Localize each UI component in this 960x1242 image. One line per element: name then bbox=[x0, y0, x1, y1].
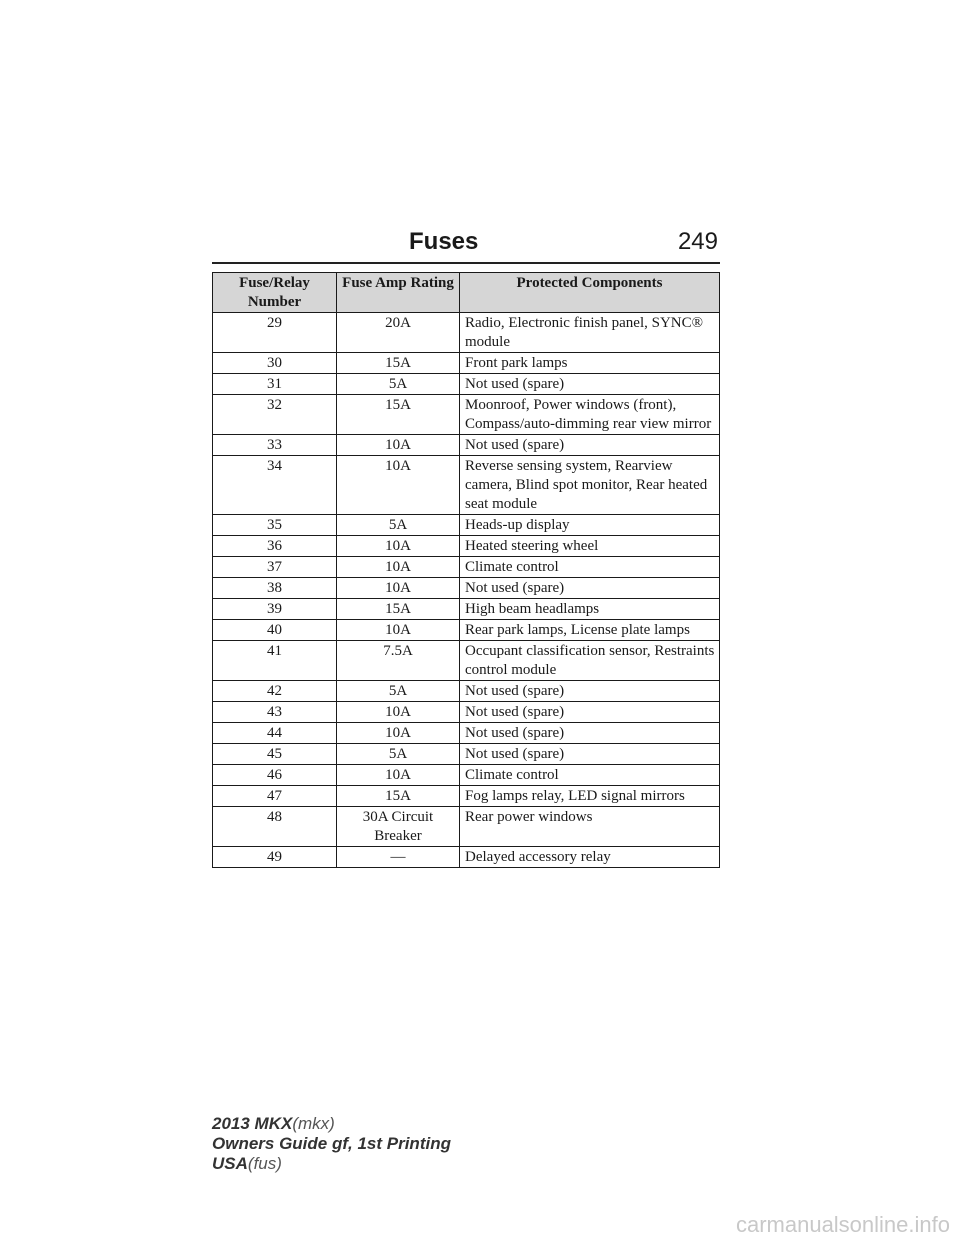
watermark: carmanualsonline.info bbox=[735, 1212, 950, 1237]
table-row bbox=[213, 599, 720, 620]
fuse-rating-cell: 10A bbox=[337, 435, 460, 456]
footer-market: USA bbox=[212, 1154, 248, 1173]
fuse-number-cell: 38 bbox=[213, 578, 337, 599]
table-row bbox=[213, 702, 720, 723]
fuse-rating-cell: 10A bbox=[337, 765, 460, 786]
protected-components-cell: High beam headlamps bbox=[460, 599, 720, 620]
fuse-rating-cell: 10A bbox=[337, 620, 460, 641]
page-number: 249 bbox=[677, 228, 718, 255]
protected-components-cell: Rear park lamps, License plate lamps bbox=[460, 620, 720, 641]
protected-components-cell: Radio, Electronic finish panel, SYNC® module bbox=[460, 313, 720, 353]
table-row bbox=[213, 744, 720, 765]
column-header-number: Fuse/Relay Number bbox=[213, 273, 337, 313]
table-row bbox=[213, 435, 720, 456]
table-row bbox=[213, 641, 720, 681]
table-row bbox=[213, 807, 720, 847]
fuse-number-cell: 41 bbox=[213, 641, 337, 681]
fuse-rating-cell: 10A bbox=[337, 557, 460, 578]
protected-components-cell: Reverse sensing system, Rearview camera, Blind spot monitor, Rear heated seat module bbox=[460, 456, 720, 515]
footer-market-code: (fus) bbox=[247, 1154, 282, 1173]
table-row bbox=[213, 353, 720, 374]
fuse-rating-cell: 20A bbox=[337, 313, 460, 353]
table-row bbox=[213, 786, 720, 807]
protected-components-cell: Not used (spare) bbox=[460, 681, 720, 702]
footer-model-line bbox=[212, 1114, 451, 1134]
fuse-table-body bbox=[213, 313, 720, 868]
protected-components-cell: Not used (spare) bbox=[460, 374, 720, 395]
fuse-table bbox=[212, 272, 720, 868]
protected-components-cell: Climate control bbox=[460, 765, 720, 786]
fuse-number-cell: 37 bbox=[213, 557, 337, 578]
table-row bbox=[213, 395, 720, 435]
footer-model-code: (mkx) bbox=[292, 1114, 335, 1133]
page-header bbox=[212, 228, 720, 264]
footer-model: 2013 MKX bbox=[212, 1114, 293, 1133]
fuse-rating-cell: 10A bbox=[337, 578, 460, 599]
table-row bbox=[213, 456, 720, 515]
fuse-number-cell: 33 bbox=[213, 435, 337, 456]
fuse-number-cell: 49 bbox=[213, 847, 337, 868]
fuse-rating-cell: 5A bbox=[337, 374, 460, 395]
fuse-number-cell: 40 bbox=[213, 620, 337, 641]
protected-components-cell: Rear power windows bbox=[460, 807, 720, 847]
table-row bbox=[213, 374, 720, 395]
protected-components-cell: Climate control bbox=[460, 557, 720, 578]
fuse-rating-cell: 15A bbox=[337, 599, 460, 620]
fuse-rating-cell: 15A bbox=[337, 395, 460, 435]
fuse-rating-cell: 5A bbox=[337, 515, 460, 536]
protected-components-cell: Delayed accessory relay bbox=[460, 847, 720, 868]
fuse-number-cell: 30 bbox=[213, 353, 337, 374]
protected-components-cell: Moonroof, Power windows (front), Compass/auto-dimming rear view mirror bbox=[460, 395, 720, 435]
protected-components-cell: Not used (spare) bbox=[460, 744, 720, 765]
table-row bbox=[213, 313, 720, 353]
fuse-number-cell: 32 bbox=[213, 395, 337, 435]
table-row bbox=[213, 578, 720, 599]
fuse-number-cell: 34 bbox=[213, 456, 337, 515]
protected-components-cell: Heads-up display bbox=[460, 515, 720, 536]
fuse-rating-cell: 10A bbox=[337, 702, 460, 723]
fuse-rating-cell: 5A bbox=[337, 681, 460, 702]
fuse-number-cell: 43 bbox=[213, 702, 337, 723]
fuse-rating-cell: 15A bbox=[337, 786, 460, 807]
protected-components-cell: Front park lamps bbox=[460, 353, 720, 374]
fuse-rating-cell: 10A bbox=[337, 723, 460, 744]
column-header-rating: Fuse Amp Rating bbox=[337, 273, 460, 313]
fuse-number-cell: 36 bbox=[213, 536, 337, 557]
table-row bbox=[213, 723, 720, 744]
table-row bbox=[213, 847, 720, 868]
fuse-number-cell: 29 bbox=[213, 313, 337, 353]
protected-components-cell: Heated steering wheel bbox=[460, 536, 720, 557]
fuse-rating-cell: 7.5A bbox=[337, 641, 460, 681]
table-header-row bbox=[213, 273, 720, 313]
column-header-components: Protected Components bbox=[460, 273, 720, 313]
protected-components-cell: Not used (spare) bbox=[460, 578, 720, 599]
fuse-rating-cell: 15A bbox=[337, 353, 460, 374]
fuse-number-cell: 42 bbox=[213, 681, 337, 702]
protected-components-cell: Not used (spare) bbox=[460, 435, 720, 456]
protected-components-cell: Not used (spare) bbox=[460, 723, 720, 744]
table-row bbox=[213, 765, 720, 786]
protected-components-cell: Occupant classification sensor, Restraints control module bbox=[460, 641, 720, 681]
fuse-number-cell: 44 bbox=[213, 723, 337, 744]
protected-components-cell: Fog lamps relay, LED signal mirrors bbox=[460, 786, 720, 807]
fuse-number-cell: 45 bbox=[213, 744, 337, 765]
fuse-number-cell: 46 bbox=[213, 765, 337, 786]
section-title: Fuses bbox=[409, 228, 479, 255]
table-row bbox=[213, 681, 720, 702]
fuse-number-cell: 48 bbox=[213, 807, 337, 847]
fuse-number-cell: 31 bbox=[213, 374, 337, 395]
fuse-rating-cell: 30A Circuit Breaker bbox=[337, 807, 460, 847]
fuse-rating-cell: — bbox=[337, 847, 460, 868]
document-footer bbox=[212, 1114, 451, 1174]
table-row bbox=[213, 557, 720, 578]
fuse-number-cell: 39 bbox=[213, 599, 337, 620]
fuse-number-cell: 35 bbox=[213, 515, 337, 536]
fuse-rating-cell: 5A bbox=[337, 744, 460, 765]
fuse-number-cell: 47 bbox=[213, 786, 337, 807]
fuse-rating-cell: 10A bbox=[337, 456, 460, 515]
footer-market-line bbox=[212, 1154, 451, 1174]
fuse-rating-cell: 10A bbox=[337, 536, 460, 557]
table-row bbox=[213, 620, 720, 641]
protected-components-cell: Not used (spare) bbox=[460, 702, 720, 723]
footer-guide: Owners Guide gf, 1st Printing bbox=[212, 1134, 451, 1153]
table-row bbox=[213, 515, 720, 536]
table-row bbox=[213, 536, 720, 557]
